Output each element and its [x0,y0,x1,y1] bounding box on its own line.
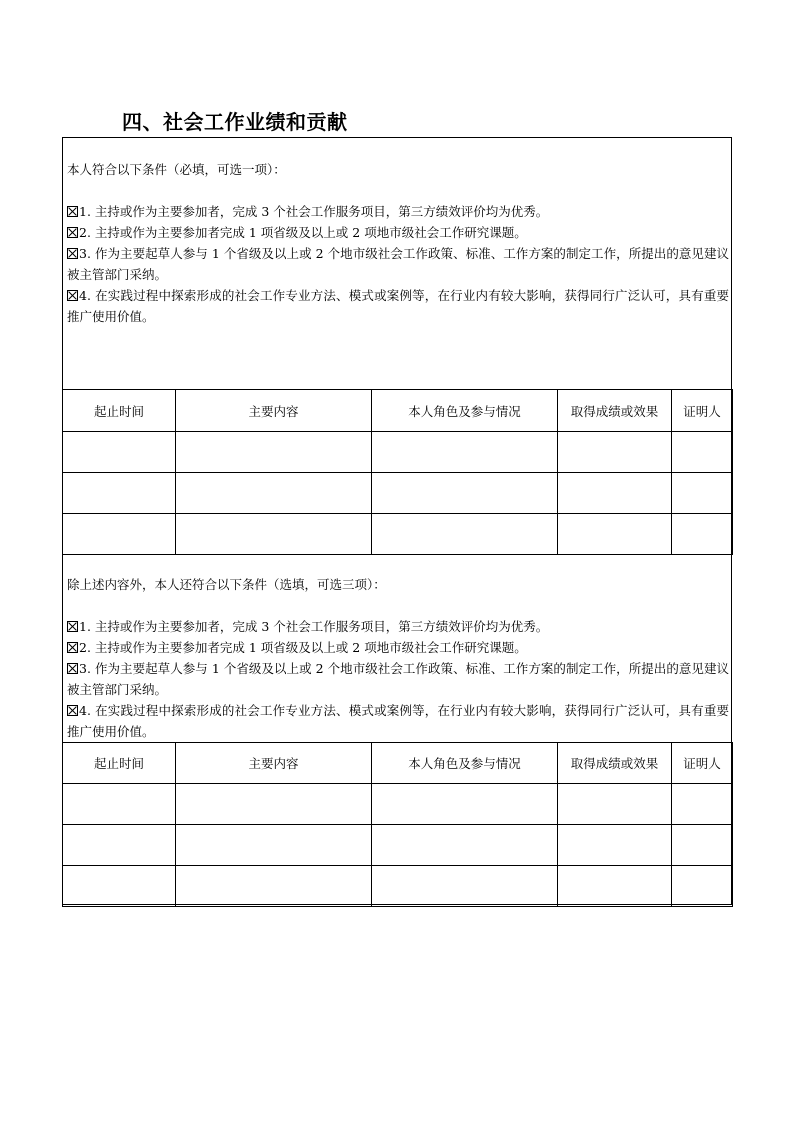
checkbox-icon[interactable] [67,705,78,716]
table-cell[interactable] [176,784,372,825]
checkbox-icon[interactable] [67,621,78,632]
section2-item-2: 2. 主持或作为主要参加者完成 1 项省级及以上或 2 项地市级社会工作研究课题。 [67,637,729,658]
col-header-content: 主要内容 [176,743,372,784]
table-cell[interactable] [672,784,733,825]
table-cell[interactable] [558,432,672,473]
section1-item-3: 3. 作为主要起草人参与 1 个省级及以上或 2 个地市级社会工作政策、标准、工作方案的制定工作，所提出的意见建议被主管部门采纳。 [67,246,729,282]
checkbox-icon[interactable] [67,642,78,653]
table-cell[interactable] [558,514,672,555]
table-cell[interactable] [63,432,176,473]
table-cell[interactable] [672,514,733,555]
section1-table [62,389,733,555]
table-header-row [63,390,733,432]
section1-intro: 本人符合以下条件（必填，可选一项）： [67,162,286,177]
table-row [63,866,733,907]
table-cell[interactable] [176,866,372,907]
table-cell[interactable] [558,784,672,825]
section2-item-1: 1. 主持或作为主要参加者，完成 3 个社会工作服务项目，第三方绩效评价均为优秀。 [67,616,729,637]
form-frame [62,137,732,905]
section2-conditions [67,574,729,742]
section2-item-3: 3. 作为主要起草人参与 1 个省级及以上或 2 个地市级社会工作政策、标准、工作方案的制定工作，所提出的意见建议被主管部门采纳。 [67,661,729,697]
table-cell[interactable] [63,473,176,514]
table-cell[interactable] [176,825,372,866]
table-cell[interactable] [372,473,558,514]
table-cell[interactable] [63,514,176,555]
table-cell[interactable] [63,784,176,825]
table-row [63,784,733,825]
checkbox-icon[interactable] [67,227,78,238]
col-header-role: 本人角色及参与情况 [372,390,558,432]
table-row [63,473,733,514]
table-row [63,514,733,555]
table-cell[interactable] [672,866,733,907]
col-header-result: 取得成绩或效果 [558,390,672,432]
table-cell[interactable] [672,473,733,514]
page-title: 四、社会工作业绩和贡献 [122,110,348,134]
section2-item-4: 4. 在实践过程中探索形成的社会工作专业方法、模式或案例等，在行业内有较大影响，获得同行广泛认可，具有重要推广使用价值。 [67,703,729,739]
checkbox-icon[interactable] [67,290,78,301]
table-row [63,432,733,473]
table-row [63,825,733,866]
table-cell[interactable] [372,514,558,555]
table-cell[interactable] [176,432,372,473]
checkbox-icon[interactable] [67,663,78,674]
table-cell[interactable] [672,825,733,866]
col-header-witness: 证明人 [672,390,733,432]
table-cell[interactable] [372,866,558,907]
checkbox-icon[interactable] [67,248,78,259]
col-header-period: 起止时间 [63,390,176,432]
section1-item-1: 1. 主持或作为主要参加者，完成 3 个社会工作服务项目，第三方绩效评价均为优秀。 [67,201,729,222]
table-cell[interactable] [372,432,558,473]
table-cell[interactable] [558,473,672,514]
col-header-witness: 证明人 [672,743,733,784]
table-cell[interactable] [63,825,176,866]
table-cell[interactable] [176,473,372,514]
table-cell[interactable] [672,432,733,473]
table-header-row [63,743,733,784]
section2-table [62,742,733,907]
section1-item-2: 2. 主持或作为主要参加者完成 1 项省级及以上或 2 项地市级社会工作研究课题。 [67,222,729,243]
section1-conditions [67,159,729,327]
col-header-content: 主要内容 [176,390,372,432]
section1-item-4: 4. 在实践过程中探索形成的社会工作专业方法、模式或案例等，在行业内有较大影响，获得同行广泛认可，具有重要推广使用价值。 [67,288,729,324]
col-header-result: 取得成绩或效果 [558,743,672,784]
table-cell[interactable] [372,825,558,866]
section2-intro: 除上述内容外，本人还符合以下条件（选填，可选三项）： [67,577,386,592]
col-header-period: 起止时间 [63,743,176,784]
table-cell[interactable] [558,825,672,866]
table-cell[interactable] [372,784,558,825]
table-cell[interactable] [63,866,176,907]
col-header-role: 本人角色及参与情况 [372,743,558,784]
table-cell[interactable] [558,866,672,907]
table-cell[interactable] [176,514,372,555]
checkbox-icon[interactable] [67,206,78,217]
